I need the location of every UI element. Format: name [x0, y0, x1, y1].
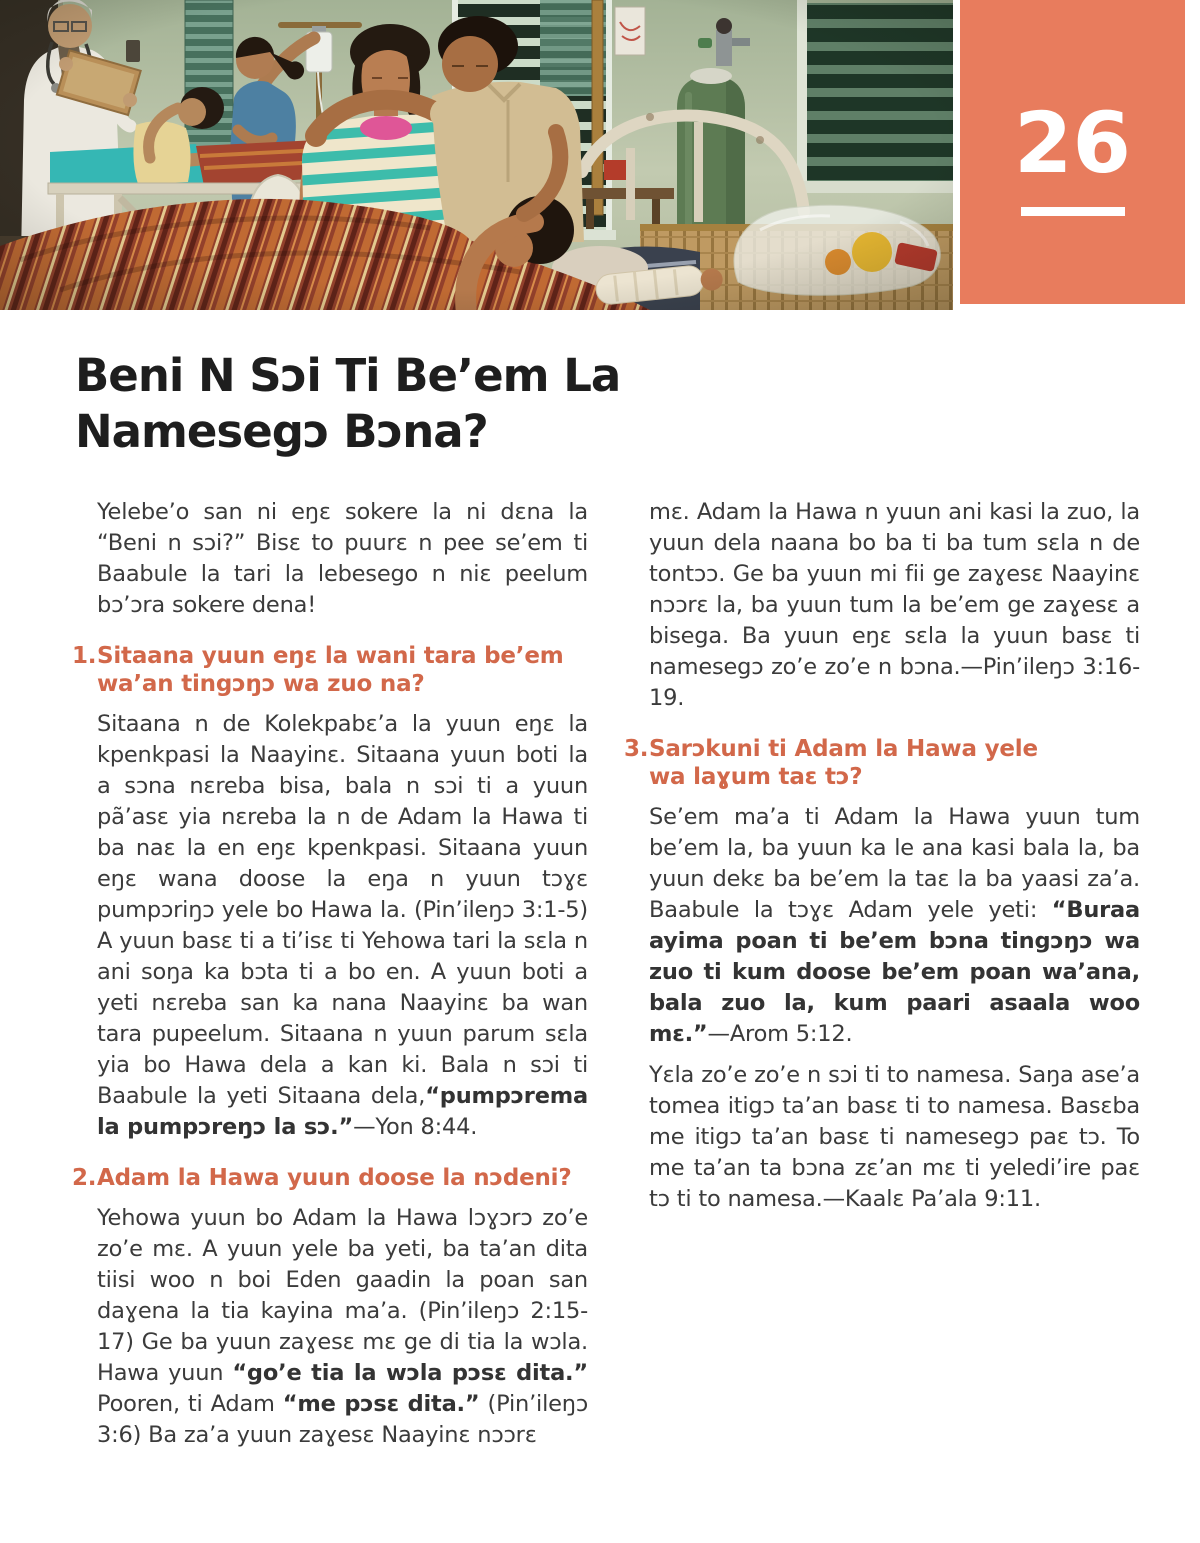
- question-1-text: [97, 642, 564, 698]
- paragraph-2-text-1: Yehowa yuun bo Adam la Hawa lɔɣɔrɔ zo’e zo’e mɛ. A yuun yele ba yeti, ba ta’an dita tiisi woo n boi Eden gaadin la poan san daɣena la tia kayina ma’a. (Pin’ileŋɔ 2:15-17) Ge ba yuun zaɣesɛ mɛ ge di tia la wɔla. Hawa yuun: [97, 1205, 588, 1386]
- title-line-2: Namesegɔ Bɔna?: [75, 405, 488, 458]
- hospital-photo: [0, 0, 953, 310]
- question-3: [624, 735, 1140, 791]
- paragraph-4: Yɛla zo’e zo’e n sɔi ti to namesa. Saŋa ase’a tomea itigɔ ta’an basɛ ti to namesa. Basɛba me itigɔ ta’an basɛ ti namesegɔ paɛ tɔ. To me ta’an ta bɔna zɛ’an mɛ ti yeledi’ire paɛ tɔ ti to namesa.—Kaalɛ Pa’ala 9:11.: [649, 1062, 1140, 1212]
- paragraph-1: [97, 709, 588, 1143]
- question-3-line-2: wa laɣum taɛ tɔ?: [649, 764, 863, 790]
- paragraph-3: [649, 802, 1140, 1050]
- paragraph-1-citation: —Yon 8:44.: [353, 1114, 478, 1140]
- paragraph-2-text-3: (Pin’ileŋɔ 3:6) Ba za’a yuun zaɣesɛ Naayinɛ nɔɔrɛ: [97, 1391, 588, 1448]
- question-1-line-1: Sitaana yuun eŋɛ la wani tara be’em: [97, 643, 564, 669]
- hospital-photo-illustration: [0, 0, 953, 310]
- paragraph-2: [97, 1203, 588, 1451]
- chapter-number: 26: [1014, 93, 1131, 192]
- lesson-body: [72, 497, 1140, 1451]
- question-3-line-1: Sarɔkuni ti Adam la Hawa yele: [649, 736, 1038, 762]
- question-2-text: [97, 1164, 571, 1192]
- paragraph-3-citation: —Arom 5:12.: [707, 1021, 853, 1047]
- paragraph-1-quote: “pumpɔrema la pumpɔreŋɔ la sɔ.”: [97, 1083, 588, 1140]
- title-line-1: Beni N Sɔi Ti Be’em La: [75, 349, 621, 402]
- question-2: [72, 1164, 588, 1192]
- paragraph-2-quote-2: “me pɔsɛ dita.”: [282, 1391, 480, 1417]
- question-1-line-2: wa’an tingɔŋɔ wa zuo na?: [97, 671, 425, 697]
- chapter-underline: [1021, 207, 1125, 216]
- question-1-number: 1.: [72, 643, 97, 669]
- chapter-number-badge: [960, 0, 1185, 304]
- question-3-text: [649, 735, 1038, 791]
- paragraph-2-continued: mɛ. Adam la Hawa n yuun ani kasi la zuo, la yuun dela naana bo ba ti ba tum sɛla n de tontɔɔ. Ge ba yuun mi fii ge zaɣesɛ Naayinɛ nɔɔrɛ la, ba yuun tum la be’em ge zaɣesɛ a bisega. Ba yuun eŋɛ sɛla la yuun basɛ ti namesegɔ zo’e zo’e n bɔna.—Pin’ileŋɔ 3:16-19.: [649, 499, 1140, 711]
- lesson-title: [75, 348, 620, 460]
- photo-vignette: [0, 0, 953, 310]
- question-2-line-1: Adam la Hawa yuun doose la nɔdeni?: [97, 1165, 572, 1191]
- paragraph-3-quote: “Buraa ayima poan ti be’em bɔna tingɔŋɔ wa zuo ti kum doose be’em poan wa’ana, bala zuo la, kum paari asaala woo mɛ.”: [649, 897, 1140, 1047]
- column-left: [72, 497, 588, 1451]
- question-3-number: 3.: [624, 736, 649, 762]
- paragraph-1-text: Sitaana n de Kolekpabɛ’a la yuun eŋɛ la kpenkpasi la Naayinɛ. Sitaana yuun boti la a sɔna nɛreba bisa, bala n sɔi ti a yuun pã’asɛ yia nɛreba la n de Adam la Hawa ti ba naɛ la en eŋɛ kpenkpasi. Sitaana yuun eŋɛ wana doose la eŋa n yuun tɔɣɛ pumpɔriŋɔ yele bo Hawa la. (Pin’ileŋɔ 3:1-5) A yuun basɛ ti a ti’isɛ ti Yehowa tari la sɛla n ani soŋa ka bɔta ti a bo en. A yuun boti a yeti nɛreba san ka nana Naayinɛ ba wan tara pupeelum. Sitaana n yuun parum sɛla yia bo Hawa dela a kan ki. Bala n sɔi ti Baabule la yeti Sitaana dela,: [97, 711, 588, 1109]
- question-1: [72, 642, 588, 698]
- paragraph-3-text: Se’em ma’a ti Adam la Hawa yuun tum be’em la, ba yuun ka le ana kasi bala la, ba yuun dekɛ ba be’em la taɛ la ba yaasi za’a. Baabule la tɔɣɛ Adam yele yeti:: [649, 804, 1140, 923]
- column-right: [624, 497, 1140, 1451]
- intro-paragraph: Yelebe’o san ni eŋɛ sokere la ni dɛna la “Beni n sɔi?” Bisɛ to puurɛ n pee se’em ti Baabule la tari la lebesego n niɛ peelum bɔ’ɔra sokere dena!: [97, 499, 588, 618]
- question-2-number: 2.: [72, 1165, 97, 1191]
- paragraph-2-quote-1: “go’e tia la wɔla pɔsɛ dita.”: [232, 1360, 588, 1386]
- paragraph-2-text-2: Pooren, ti Adam: [97, 1391, 283, 1417]
